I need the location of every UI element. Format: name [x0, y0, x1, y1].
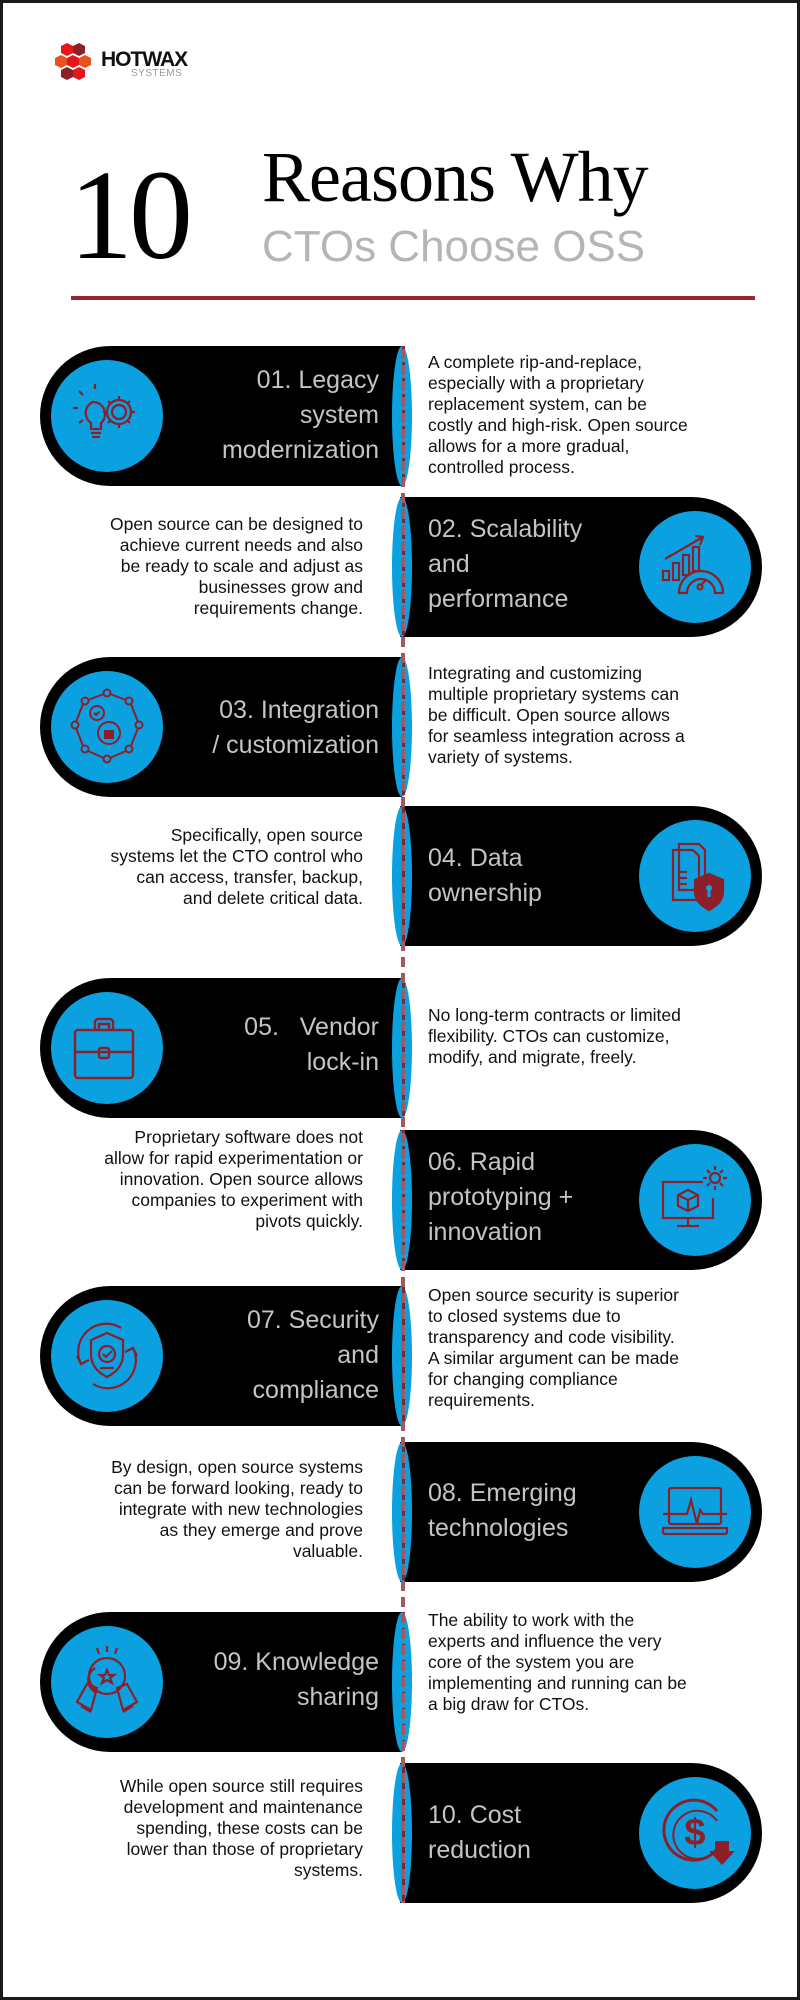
reason-row-03	[3, 657, 797, 797]
headline-number: 10	[69, 144, 189, 286]
reason-title: 07. Security and compliance	[246, 1306, 379, 1404]
reason-row-07	[3, 1286, 797, 1426]
reason-title: 06. Rapid prototyping + innovation	[428, 1148, 574, 1246]
reason-row-05	[3, 978, 797, 1118]
headline-title: Reasons Why	[262, 137, 648, 217]
brand-name: HOTWAX	[101, 48, 188, 71]
reason-description: Specifically, open source systems let the CTO control who can access, transfer, backup, and delete critical data.	[110, 825, 363, 908]
reason-title: 05. Vendor lock-in	[244, 1013, 379, 1076]
reason-row-04	[3, 806, 797, 946]
reason-description: Proprietary software does not allow for rapid experimentation or innovation. Open source allows companies to experiment with pivots quickly.	[104, 1127, 363, 1231]
hotwax-logo	[51, 41, 201, 87]
growth-chart-gauge-icon	[639, 511, 751, 623]
laptop-pulse-icon	[639, 1456, 751, 1568]
dollar-down-arrow-icon	[639, 1777, 751, 1889]
briefcase-icon	[51, 992, 163, 1104]
reason-description: Integrating and customizing multiple proprietary systems can be difficult. Open source allows for seamless integration across a variety of systems.	[428, 663, 685, 767]
reason-row-01	[3, 346, 797, 486]
reason-description: Open source can be designed to achieve current needs and also be ready to scale and adjust as businesses grow and requirements change.	[110, 514, 363, 618]
reason-title: 10. Cost reduction	[428, 1801, 531, 1864]
reason-title: 02. Scalability and performance	[428, 515, 583, 613]
document-shield-lock-icon	[639, 820, 751, 932]
reason-title: 08. Emerging technologies	[428, 1479, 577, 1542]
svg-text:$: $	[684, 1812, 706, 1854]
reason-description: While open source still requires development and maintenance spending, these costs can be lower than those of proprietary systems.	[119, 1776, 363, 1880]
hands-lightbulb-star-icon	[51, 1626, 163, 1738]
reason-description: No long-term contracts or limited flexibility. CTOs can customize, modify, and migrate, freely.	[428, 1005, 681, 1067]
reason-row-10	[3, 1763, 797, 1903]
headline-subtitle: CTOs Choose OSS	[262, 222, 646, 271]
reason-title: 09. Knowledge sharing	[213, 1648, 379, 1711]
reason-description: A complete rip-and-replace, especially with a proprietary replacement system, can be costly and high-risk. Open source allows for a more gradual, controlled process.	[428, 352, 688, 477]
reason-title: 01. Legacy system modernization	[221, 366, 379, 464]
reason-description: By design, open source systems can be forward looking, ready to integrate with new technologies as they emerge and prove valuable.	[111, 1457, 363, 1561]
lightbulb-gear-icon	[51, 360, 163, 472]
gears-network-icon	[51, 671, 163, 783]
brand-subtitle: SYSTEMS	[131, 68, 183, 79]
reason-row-08	[3, 1442, 797, 1582]
hexagon-cluster-logo-icon	[51, 41, 97, 87]
header-divider	[71, 296, 755, 300]
center-timeline	[401, 349, 405, 1903]
monitor-cube-gear-icon	[639, 1144, 751, 1256]
reason-row-02	[3, 497, 797, 637]
reason-title: 04. Data ownership	[428, 844, 542, 907]
reason-row-09	[3, 1612, 797, 1752]
infographic-canvas	[3, 3, 797, 1997]
reason-description: The ability to work with the experts and influence the very core of the system you are implementing and running can be a big draw for CTOs.	[428, 1610, 687, 1714]
reason-row-06	[3, 1127, 797, 1270]
shield-check-cycle-icon	[51, 1300, 163, 1412]
reason-title: 03. Integration / customization	[212, 696, 379, 759]
reason-description: Open source security is superior to closed systems due to transparency and code visibility. A similar argument can be made for changing compliance requirements.	[428, 1285, 679, 1410]
